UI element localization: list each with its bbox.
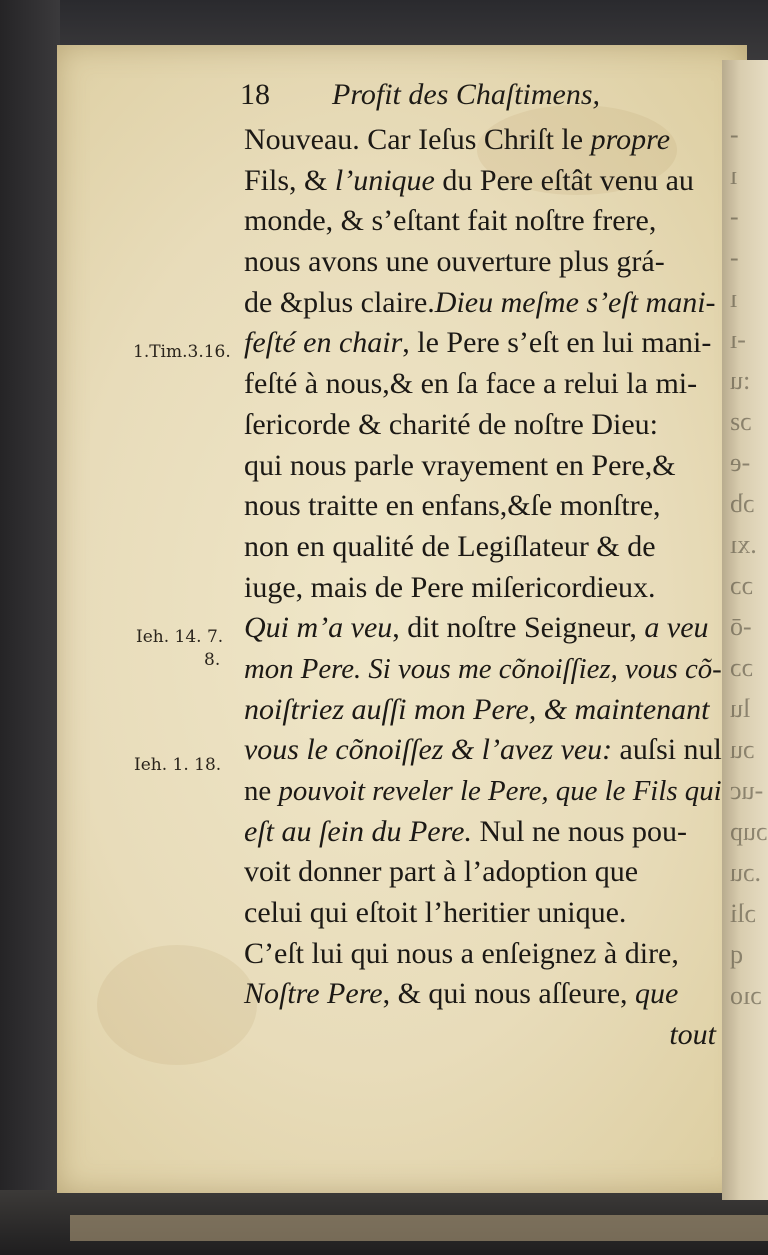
bleed-through-text: lu [730,694,751,723]
margin-note-citation: Ieh. 1. 18. [134,755,222,775]
text-line [244,405,722,446]
italic-text: que [635,977,679,1011]
italic-text: Qui m’a veu [244,611,393,645]
italic-text: vous le cõnoiſſez & l’avez veu: [244,733,613,767]
text-line [244,771,722,812]
bleed-through-text: -e [730,448,751,477]
text-line [244,1015,722,1056]
text-line [244,568,722,609]
margin-note-citation: 1.Tim.3.16. [133,342,231,362]
text-line [244,527,722,568]
bleed-through-text: ɔu [730,735,755,764]
roman-text: nous traitte en enfans,&ſe monſtre, [244,489,661,523]
text-line [244,161,722,202]
italic-text: Dieu meſme s’eſt mani- [434,285,716,319]
roman-text: monde, & s’eſtant fait noſtre frere, [244,204,657,238]
italic-text: pouvoit reveler le Pere, que le Fils qui [278,775,722,807]
running-head: Profit des Chaſtimens, [332,78,601,111]
page-header [240,78,600,124]
roman-text: du Pere eſtât venu au [434,163,694,197]
page-edge-strip [70,1215,768,1241]
bleed-through-text: ɔıo [730,981,762,1010]
text-line [244,974,722,1015]
roman-text: nous avons une ouverture plus grá- [244,245,665,279]
roman-text: voit donner part à l’adoption que [244,855,639,889]
italic-text: a veu [644,611,709,645]
roman-text: de &plus claire. [244,285,435,319]
text-line [244,446,722,487]
roman-text: feſté à nous,& en ſa face a relui la mi- [244,367,698,401]
text-line [244,323,722,364]
italic-text: l’unique [334,163,435,197]
paper-stain [97,945,257,1065]
text-line [244,690,722,731]
bleed-through-text: ɔb [730,489,755,518]
text-line [244,893,722,934]
bleed-through-text: - [730,243,739,272]
scan-frame-left [0,0,60,1255]
roman-text: auſsi nul [612,733,722,767]
roman-text: iuge, mais de Pere miſericordieux. [244,570,656,604]
italic-text: mon Pere. Si vous me cõnoiſſiez, vous cõ- [244,652,722,685]
text-line [244,283,722,324]
bleed-through-text: .xı [730,530,757,559]
italic-text: feſté en chair [244,326,403,360]
text-line [244,852,722,893]
text-line [244,242,722,283]
page-number: 18 [240,78,270,111]
text-line [244,649,722,690]
italic-text: eſt au ſein du Pere. [244,814,472,848]
roman-text: non en qualité de Legiſlateur & de [244,529,656,563]
bleed-through-text: - [730,202,739,231]
text-line [244,812,722,853]
roman-text: , le Pere s’eſt en lui mani- [402,326,712,360]
bleed-through-text: q [730,940,743,969]
bleed-through-text: .ɔu [730,858,762,887]
bleed-through-text: ı [730,161,738,190]
bleed-through-text: ɔɔ [730,571,754,600]
bleed-through-text: ɔƨ [730,407,752,436]
italic-text: noiſtriez auſſi mon Pere, & maintenant [244,692,710,726]
margin-note-citation: 8. [204,650,221,670]
text-line [244,608,722,649]
text-line [244,934,722,975]
roman-text: , dit noſtre Seigneur, [392,611,645,645]
roman-text: ſericorde & charité de noſtre Dieu: [244,407,658,441]
text-line [244,364,722,405]
margin-note-citation: Ieh. 14. 7. [136,627,224,647]
bleed-through-text: ɔɔ [730,653,754,682]
text-line [244,120,722,161]
text-line [244,201,722,242]
bleed-through-text: ɔup [730,817,768,846]
bleed-through-text: ɔli [730,899,756,928]
roman-text: celui qui eſtoit l’heritier unique. [244,896,627,930]
bleed-through-text: -ı [730,325,746,354]
italic-text: propre [590,123,671,156]
bleed-through-text: :u [730,366,751,395]
roman-text: Nouveau. Car Ieſus Chriſt le [244,123,591,156]
bleed-through-text: - [730,120,739,149]
italic-text: Noſtre Pere [244,977,383,1011]
roman-text: qui nous parle vrayement en Pere,& [244,448,676,482]
roman-text: C’eſt lui qui nous a enſeignez à dire, [244,936,679,970]
roman-text: , & qui nous aſſeure, [382,977,636,1011]
adjacent-page-edge [722,60,768,1200]
bleed-through-text: -ō [730,612,752,641]
italic-text: tout [669,1018,716,1052]
text-line [244,486,722,527]
roman-text: ne [244,775,279,807]
text-line [244,730,722,771]
bleed-through-text: ı [730,284,738,313]
body-text [244,120,722,1056]
roman-text: Fils, & [244,163,335,197]
bleed-through-text: -uc [730,776,764,805]
roman-text: Nul ne nous pou- [472,814,687,848]
